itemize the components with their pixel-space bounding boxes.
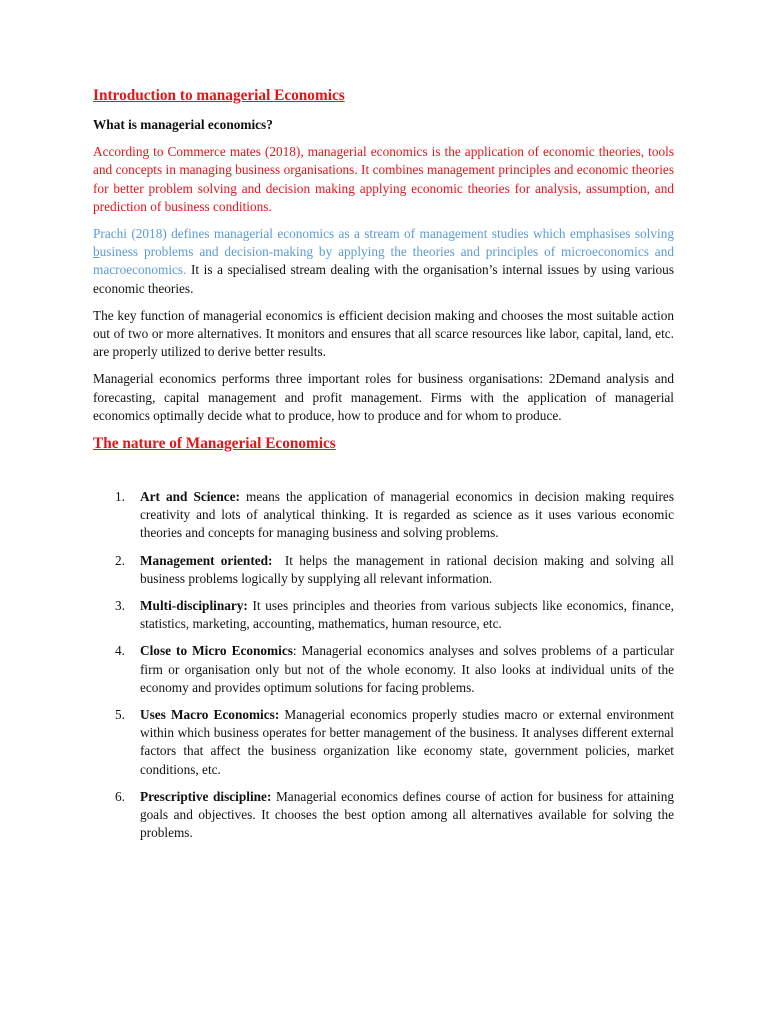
list-item-text: Managerial economics defines course of action for business for attaining goals and objectives. It chooses the best option among all alternatives available for solving the problems. xyxy=(140,788,674,841)
list-item-text: It uses principles and theories from various subjects like economics, finance, statistics, marketing, accounting, mathematics, human resource, etc. xyxy=(140,598,674,632)
prachi-commentary: It is a specialised stream dealing with the organisation’s internal issues by using various economic theories. xyxy=(93,262,674,296)
prachi-quote-a: Prachi (2018) defines managerial economics as a stream of management studies which emphasises solving xyxy=(93,226,674,242)
list-item xyxy=(93,788,674,843)
section-question: What is managerial economics? xyxy=(93,117,273,132)
list-item-term: Management oriented: xyxy=(140,552,273,568)
paragraph-commerce-mates: According to Commerce mates (2018), managerial economics is the application of economic theories, tools and concepts in managing business organisations. It combines management principles and economic theories for better problem solving and decision making applying economic theories for analysis, assumption, and prediction of business conditions. xyxy=(93,144,674,214)
section-heading-nature: The nature of Managerial Economics xyxy=(93,435,336,453)
list-item xyxy=(93,552,678,588)
list-item-text: It helps the management in rational decision making and solving all business problems logically by supplying all relevant information. xyxy=(140,552,678,586)
list-item-text: : Managerial economics analyses and solves problems of a particular firm or organisation only but not of the whole economy. It also looks at individual units of the economy and provides optimum solutions for facing problems. xyxy=(140,643,674,695)
nature-list xyxy=(93,488,678,842)
page-title: Introduction to managerial Economics xyxy=(93,87,345,104)
list-item xyxy=(93,488,674,543)
list-item-number: 4. xyxy=(115,643,125,659)
list-item-text: means the application of managerial economics in decision making requires creativity and lots of analytical thinking. It is regarded as science as it uses various economic theories and concepts for managing business and solving problems. xyxy=(140,489,674,541)
list-item-text: Managerial economics properly studies macro or external environment within which business operates for better management of the business. It analyses different external factors that affect the business organization like economy state, government policies, market conditions, etc. xyxy=(140,707,674,777)
list-item-number: 1. xyxy=(115,489,125,505)
list-item xyxy=(93,597,674,633)
paragraph-roles: Managerial economics performs three important roles for business organisations: 2Demand analysis and forecasting, capital management and profit management. Firms with the application of managerial economics optimally decide what to produce, how to produce and for whom to produce. xyxy=(93,371,674,423)
document-page xyxy=(93,86,678,852)
paragraph-key-function: The key function of managerial economics is efficient decision making and chooses the most suitable action out of two or more alternatives. It monitors and ensures that all scarce resources like labor, capital, land, etc. are properly utilized to derive better results. xyxy=(93,307,674,360)
list-item xyxy=(93,642,674,697)
list-item-term: Close to Micro Economics xyxy=(140,643,293,659)
list-item-term: Multi-disciplinary: xyxy=(140,598,248,614)
prachi-quote-underlined-letter: b xyxy=(93,244,100,260)
list-item-number: 6. xyxy=(115,788,125,804)
list-item-number: 5. xyxy=(115,707,125,723)
list-item xyxy=(93,706,674,779)
list-item-number: 3. xyxy=(115,598,125,614)
list-item-term: Prescriptive discipline: xyxy=(140,788,272,804)
list-item-term: Art and Science: xyxy=(140,489,240,505)
paragraph-prachi xyxy=(93,225,674,298)
list-item-term: Uses Macro Economics: xyxy=(140,707,280,723)
list-item-number: 2. xyxy=(115,552,125,568)
prachi-quote-b: usiness problems and decision-making by applying the theories and principles of microeconomics and macroeconomics. xyxy=(93,244,674,278)
